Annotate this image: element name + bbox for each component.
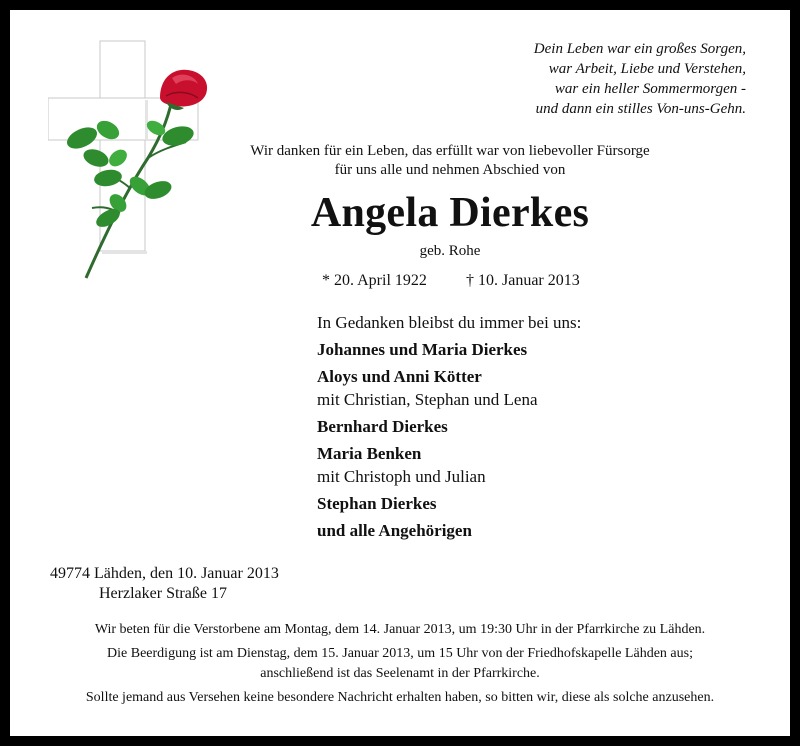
notice-line: Wir beten für die Verstorbene am Montag, dem 14. Januar 2013, um 19:30 Uhr in der Pfarrkirche zu Lähden. bbox=[94, 622, 706, 637]
death-date: † 10. Januar 2013 bbox=[466, 272, 580, 289]
mourner-line: mit Christoph und Julian bbox=[317, 467, 486, 486]
poem bbox=[446, 39, 746, 119]
deceased-name: Angela Dierkes bbox=[310, 190, 590, 236]
mourner-line: mit Christian, Stephan und Lena bbox=[317, 390, 538, 409]
mourner-line: Bernhard Dierkes bbox=[317, 417, 448, 436]
notice-line: Sollte jemand aus Versehen keine besondere Nachricht erhalten haben, so bitten wir, diese als solche anzusehen. bbox=[85, 690, 715, 705]
notices bbox=[30, 620, 770, 708]
poem-line: Dein Leben war ein großes Sorgen, bbox=[533, 41, 746, 57]
maiden-name: geb. Rohe bbox=[419, 243, 481, 259]
place-date: 49774 Lähden, den 10. Januar 2013 bbox=[50, 565, 279, 582]
notice-line: Die Beerdigung ist am Dienstag, dem 15. Januar 2013, um 15 Uhr von der Friedhofskapelle Lähden aus; bbox=[107, 646, 693, 661]
intro-line: für uns alle und nehmen Abschied von bbox=[334, 162, 566, 178]
mourner-line: Johannes und Maria Dierkes bbox=[317, 340, 528, 359]
obituary-notice bbox=[10, 10, 790, 736]
poem-line: war ein heller Sommermorgen - bbox=[554, 81, 746, 97]
mourner-line: Aloys und Anni Kötter bbox=[317, 367, 482, 386]
intro-text bbox=[200, 142, 700, 180]
mourner-line: und alle Angehörigen bbox=[317, 521, 472, 540]
birth-date: * 20. April 1922 bbox=[322, 272, 427, 289]
poem-line: war Arbeit, Liebe und Verstehen, bbox=[548, 61, 746, 77]
intro-line: Wir danken für ein Leben, das erfüllt war von liebevoller Fürsorge bbox=[250, 143, 650, 159]
mourners-intro: In Gedanken bleibst du immer bei uns: bbox=[317, 313, 582, 332]
mourner-line: Stephan Dierkes bbox=[317, 494, 437, 513]
mourner-line: Maria Benken bbox=[317, 444, 422, 463]
poem-line: und dann ein stilles Von-uns-Gehn. bbox=[535, 101, 746, 117]
cross-with-rose-icon bbox=[48, 38, 218, 288]
mourners-list bbox=[317, 311, 581, 542]
street-address: Herzlaker Straße 17 bbox=[99, 585, 227, 602]
notice-line: anschließend ist das Seelenamt in der Pfarrkirche. bbox=[260, 666, 540, 681]
